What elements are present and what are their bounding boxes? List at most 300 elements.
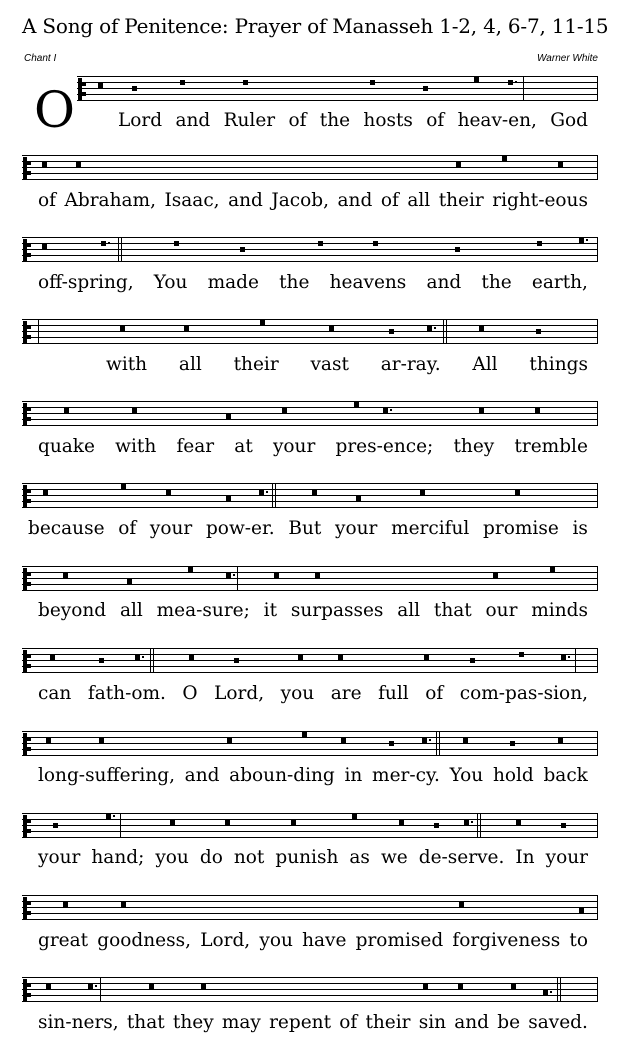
lyric-word: In (515, 847, 535, 868)
lyric-line-9 (38, 764, 588, 788)
lyric-word: Abraham, (64, 190, 156, 211)
note (282, 408, 287, 413)
staff-5 (22, 401, 598, 428)
lyric-line-12 (38, 1011, 588, 1035)
note (50, 655, 55, 660)
double-bar-line (272, 483, 276, 508)
note (46, 984, 51, 989)
note (354, 402, 359, 407)
lyric-word: tremble (514, 436, 588, 457)
staff-11 (22, 895, 598, 922)
note (558, 162, 563, 167)
bar-line (237, 566, 238, 591)
note (516, 820, 521, 825)
staff-end-line (597, 648, 598, 673)
lyric-word: Jacob, (271, 190, 330, 211)
lyric-word: their (233, 354, 279, 375)
staff-line (77, 76, 598, 77)
note (291, 820, 296, 825)
lyric-word: merciful (391, 518, 470, 539)
note (423, 984, 428, 989)
lyric-line-3 (38, 271, 588, 295)
staff-line (22, 590, 598, 591)
lyric-word: your (149, 518, 193, 539)
note (423, 86, 428, 91)
note (149, 984, 154, 989)
c-clef-icon (23, 485, 27, 507)
note (493, 573, 498, 578)
staff-end-line (597, 895, 598, 920)
note (121, 902, 126, 907)
staff-6 (22, 483, 598, 510)
staff-line (22, 343, 598, 344)
lyric-word: promised (355, 930, 444, 951)
staff-line (22, 666, 598, 667)
lyric-word: of (339, 1012, 358, 1033)
note (76, 162, 81, 167)
staff-line (22, 895, 598, 896)
staff-12 (22, 977, 598, 1004)
note (260, 320, 265, 325)
lyric-word: of (426, 110, 445, 131)
note (455, 247, 460, 252)
lyric-word: your (545, 847, 588, 868)
note (99, 658, 104, 663)
staff-line (22, 825, 598, 826)
lyric-word: the (481, 272, 512, 293)
staff-line (77, 100, 598, 101)
lyric-word: all (119, 600, 143, 621)
double-bar-line (118, 237, 122, 262)
note (63, 573, 68, 578)
staff-7 (22, 566, 598, 593)
lyric-word: hold (492, 765, 534, 786)
staff-line (22, 989, 598, 990)
staff-end-line (597, 237, 598, 262)
staff-end-line (597, 731, 598, 756)
staff-line (22, 1001, 598, 1002)
note (132, 86, 137, 91)
note (180, 80, 185, 85)
lyric-word: you (155, 847, 189, 868)
note (458, 984, 463, 989)
lyric-word: forgiveness (452, 930, 561, 951)
staff-line (22, 977, 598, 978)
lyric-word: we (380, 847, 408, 868)
staff-line (77, 82, 598, 83)
lyric-word: because (28, 518, 105, 539)
dotted-note (561, 655, 566, 660)
staff-line (77, 88, 598, 89)
staff-line (22, 831, 598, 832)
staff-line (22, 425, 598, 426)
note (511, 984, 516, 989)
lyric-line-8 (38, 682, 588, 706)
staff-line (22, 755, 598, 756)
lyric-word: with (106, 354, 148, 375)
lyric-word: the (319, 110, 351, 131)
staff-1 (77, 76, 598, 103)
staff-end-line (597, 155, 598, 180)
note (373, 241, 378, 246)
lyric-word: off-spring, (38, 272, 134, 293)
staff-line (22, 337, 598, 338)
note (502, 156, 507, 161)
lyric-word: of (425, 683, 444, 704)
c-clef-icon (23, 403, 27, 425)
note (170, 820, 175, 825)
note (389, 329, 394, 334)
lyric-word: and (454, 1012, 490, 1033)
note (470, 658, 475, 663)
note (474, 77, 479, 82)
staff-line (22, 566, 598, 567)
note (315, 573, 320, 578)
lyric-word: punish (275, 847, 339, 868)
staff-line (22, 255, 598, 256)
staff-line (22, 749, 598, 750)
staff-line (22, 331, 598, 332)
dotted-note (135, 655, 140, 660)
note (43, 490, 48, 495)
note (99, 738, 104, 743)
note (510, 741, 515, 746)
lyric-word: your (272, 436, 316, 457)
note (98, 83, 103, 88)
staff-3 (22, 237, 598, 264)
lyric-word: promise (483, 518, 559, 539)
c-clef-icon (23, 733, 27, 755)
staff-9 (22, 731, 598, 758)
note (64, 408, 69, 413)
lyric-word: with (115, 436, 157, 457)
lyric-word: their (438, 190, 484, 211)
staff-line (22, 167, 598, 168)
lyric-word: and (426, 272, 462, 293)
note (312, 490, 317, 495)
staff-line (22, 155, 598, 156)
staff-line (22, 401, 598, 402)
bar-line (38, 319, 39, 344)
lyric-word: be (497, 1012, 521, 1033)
note (338, 655, 343, 660)
note (356, 496, 361, 501)
dotted-note (383, 408, 388, 413)
note (389, 741, 394, 746)
lyric-word: hand; (91, 847, 145, 868)
note (536, 329, 541, 334)
lyric-word: you (280, 683, 315, 704)
lyric-word: All (472, 354, 498, 375)
lyric-word: and (228, 190, 263, 211)
note (420, 490, 425, 495)
chant-label: Chant I (24, 53, 57, 64)
staff-line (22, 672, 598, 673)
note (226, 496, 231, 501)
staff-line (22, 584, 598, 585)
note (459, 902, 464, 907)
note (184, 326, 189, 331)
lyric-line-6 (28, 517, 588, 541)
staff-line (22, 913, 598, 914)
lyric-word: right-eous (492, 190, 588, 211)
staff-line (22, 173, 598, 174)
staff-line (22, 737, 598, 738)
lyric-word: they (453, 436, 495, 457)
double-bar-line (557, 977, 561, 1002)
dotted-note (226, 573, 231, 578)
dotted-note (464, 820, 469, 825)
dotted-note (101, 241, 106, 246)
lyric-word: fath-om. (87, 683, 166, 704)
lyric-word: But (288, 518, 322, 539)
staff-line (22, 819, 598, 820)
note (227, 738, 232, 743)
note (302, 732, 307, 737)
lyric-word: your (38, 847, 81, 868)
staff-line (22, 654, 598, 655)
dotted-note (259, 490, 264, 495)
lyric-word: long-suffering, (38, 765, 175, 786)
lyric-line-4 (106, 353, 588, 377)
staff-end-line (597, 483, 598, 508)
double-bar-line (436, 731, 440, 756)
lyric-word: they (172, 1012, 214, 1033)
dotted-note (106, 814, 111, 819)
note (561, 823, 566, 828)
note (537, 241, 542, 246)
note (456, 162, 461, 167)
lyric-word: repent (269, 1012, 332, 1033)
lyric-word: pow-er. (205, 518, 275, 539)
c-clef-icon (23, 321, 27, 343)
dotted-note (88, 984, 93, 989)
staff-end-line (597, 977, 598, 1002)
lyric-line-5 (38, 435, 588, 459)
lyric-word: sin (418, 1012, 447, 1033)
lyric-word: O (182, 683, 198, 704)
lyric-line-7 (38, 599, 588, 623)
lyric-word: Lord, (214, 683, 265, 704)
lyric-word: our (485, 600, 518, 621)
lyric-word: can (38, 683, 72, 704)
lyric-word: have (302, 930, 347, 951)
note (519, 652, 524, 657)
note (352, 814, 357, 819)
bar-line (120, 813, 121, 838)
lyric-word: not (233, 847, 265, 868)
lyric-word: are (330, 683, 362, 704)
note (274, 573, 279, 578)
staff-line (22, 507, 598, 508)
staff-line (22, 179, 598, 180)
note (189, 655, 194, 660)
lyric-word: and (337, 190, 373, 211)
lyric-word: sin-ners, (38, 1012, 119, 1033)
lyric-word: beyond (38, 600, 107, 621)
lyric-word: God (550, 110, 588, 131)
note (234, 658, 239, 663)
note (298, 655, 303, 660)
lyric-word: all (407, 190, 431, 211)
lyric-word: hosts (363, 110, 413, 131)
staff-line (22, 237, 598, 238)
double-bar-line (443, 319, 447, 344)
note (188, 567, 193, 572)
lyric-word: to (569, 930, 588, 951)
lyric-word: back (543, 765, 588, 786)
lyric-word: all (178, 354, 202, 375)
lyric-word: of (38, 190, 56, 211)
staff-line (22, 419, 598, 420)
staff-line (22, 901, 598, 902)
bar-line (523, 76, 524, 101)
page-title: A Song of Penitence: Prayer of Manasseh 1-2, 4, 6-7, 11-15 (22, 14, 609, 38)
lyric-word: ar-ray. (380, 354, 441, 375)
note (515, 490, 520, 495)
note (121, 484, 126, 489)
lyric-word: Ruler (223, 110, 276, 131)
dotted-note (579, 238, 584, 243)
lyric-word: earth, (531, 272, 588, 293)
dotted-note (508, 80, 513, 85)
staff-line (22, 495, 598, 496)
double-bar-line (150, 648, 154, 673)
note (42, 162, 47, 167)
c-clef-icon (23, 157, 27, 179)
lyric-word: goodness, (97, 930, 191, 951)
note (434, 823, 439, 828)
lyric-word: as (349, 847, 370, 868)
note (243, 80, 248, 85)
lyric-word: You (449, 765, 484, 786)
staff-end-line (597, 319, 598, 344)
double-bar-line (477, 813, 481, 838)
initial-letter: O (34, 81, 75, 139)
lyric-word: things (529, 354, 588, 375)
c-clef-icon (23, 979, 27, 1001)
lyric-word: made (207, 272, 259, 293)
staff-line (22, 407, 598, 408)
note (53, 823, 58, 828)
lyric-word: that (433, 600, 472, 621)
note (226, 414, 231, 419)
lyric-word: full (378, 683, 409, 704)
staff-end-line (597, 813, 598, 838)
lyric-word: aboun-ding (229, 765, 335, 786)
lyric-word: pres-ence; (335, 436, 434, 457)
composer-credit: Warner White (537, 53, 598, 64)
staff-line (22, 572, 598, 573)
note (42, 244, 47, 249)
note (201, 984, 206, 989)
lyric-word: de-serve. (418, 847, 505, 868)
staff-line (22, 837, 598, 838)
lyric-word: of (288, 110, 307, 131)
staff-line (77, 94, 598, 95)
lyric-word: it (263, 600, 278, 621)
note (399, 820, 404, 825)
c-clef-icon (23, 239, 27, 261)
note (558, 738, 563, 743)
lyric-word: minds (531, 600, 588, 621)
note (463, 738, 468, 743)
staff-line (22, 249, 598, 250)
lyric-word: saved. (528, 1012, 588, 1033)
note (329, 326, 334, 331)
note (166, 490, 171, 495)
staff-line (22, 161, 598, 162)
c-clef-icon (78, 78, 82, 100)
lyric-word: com-pas-sion, (459, 683, 588, 704)
lyric-word: the (279, 272, 310, 293)
lyric-word: Isaac, (164, 190, 220, 211)
lyric-word: and (175, 110, 211, 131)
c-clef-icon (23, 815, 27, 837)
note (240, 247, 245, 252)
note (132, 408, 137, 413)
lyric-word: and (184, 765, 220, 786)
dotted-note (427, 326, 432, 331)
lyric-word: their (365, 1012, 411, 1033)
note (424, 655, 429, 660)
note (370, 80, 375, 85)
lyric-line-1 (118, 109, 588, 133)
staff-line (22, 319, 598, 320)
note (318, 241, 323, 246)
staff-line (22, 731, 598, 732)
lyric-word: you (259, 930, 293, 951)
staff-end-line (597, 76, 598, 101)
staff-line (22, 501, 598, 502)
lyric-word: may (221, 1012, 261, 1033)
lyric-word: do (199, 847, 223, 868)
staff-end-line (597, 401, 598, 426)
lyric-word: Lord, (200, 930, 251, 951)
c-clef-icon (23, 897, 27, 919)
lyric-word: all (397, 600, 421, 621)
lyric-word: at (234, 436, 253, 457)
note (120, 326, 125, 331)
lyric-word: fear (176, 436, 215, 457)
lyric-word: that (126, 1012, 165, 1033)
note (63, 902, 68, 907)
staff-10 (22, 813, 598, 840)
dotted-note (422, 738, 427, 743)
note (225, 820, 230, 825)
staff-line (22, 413, 598, 414)
note (479, 408, 484, 413)
note (341, 738, 346, 743)
lyric-word: great (38, 930, 89, 951)
staff-end-line (597, 566, 598, 591)
staff-line (22, 578, 598, 579)
lyric-word: surpasses (290, 600, 384, 621)
lyric-word: mer-cy. (372, 765, 440, 786)
staff-line (22, 261, 598, 262)
lyric-word: is (572, 518, 588, 539)
lyric-word: vast (310, 354, 349, 375)
staff-line (22, 660, 598, 661)
lyric-word: heavens (329, 272, 407, 293)
note (535, 408, 540, 413)
bar-line (100, 977, 101, 1002)
staff-line (22, 919, 598, 920)
staff-line (22, 648, 598, 649)
note (579, 908, 584, 913)
staff-line (22, 489, 598, 490)
note (127, 579, 132, 584)
